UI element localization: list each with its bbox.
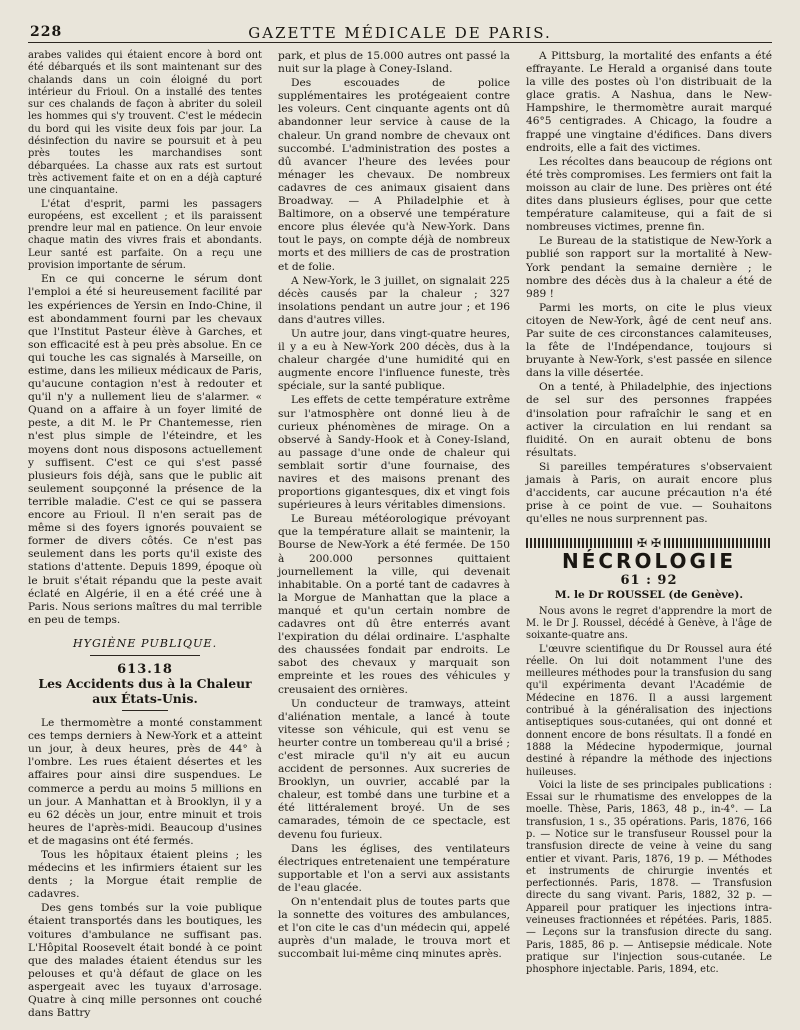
paragraph: A New-York, le 3 juillet, on signalait 225 décès causés par la chaleur ; 327 insolations pendant un autre jour ; et 196 dans d'autres villes. [278, 274, 510, 326]
paragraph: L'état d'esprit, parmi les passagers européens, est excellent ; et ils paraissent prendre leur mal en patience. On leur envoie chaque matin des vivres frais et abondants. Leur santé est parfaite. On a reçu une provision importante de sérum. [28, 198, 262, 272]
paragraph: Si pareilles températures s'observaient jamais à Paris, on aurait encore plus d'accidents, car aucune précaution n'a été prise à ce point de vue. — Souhaitons qu'elles ne nous surprennent pas. [526, 460, 772, 526]
paragraph: Un conducteur de tramways, atteint d'aliénation mentale, a lancé à toute vitesse son véhicule, qui est venu se heurter contre un tombereau qu'il a brisé ; c'est miracle qu'il n'y ait eu aucun accident de personnes. Aux sucreries de Brooklyn, un ouvrier, accablé par la chaleur, est tombé dans une turbine et a été littéralement broyé. Un de ses camarades, témoin de ce spectacle, est devenu fou furieux. [278, 697, 510, 841]
section-title-text: HYGIÈNE PUBLIQUE. [70, 637, 220, 650]
paragraph: Des gens tombés sur la voie publique étaient transportés dans les boutiques, les voitures d'ambulance ne suffisant pas. L'Hôpital Roosevelt était bondé à ce point que des malades étaient étendus sur les pelouses et qu'à défaut de glace on les aspergeait avec les tuyaux d'arrosage. Quatre à cinq mille personnes ont couché dans Battry [28, 902, 262, 1020]
paragraph: Dans les églises, des ventilateurs électriques entretenaient une température supportable et l'on a servi aux assistants de l'eau glacée. [278, 842, 510, 894]
paragraph: On a tenté, à Philadelphie, des injections de sel sur des personnes frappées d'insolation pour rafraîchir le sang et en activer la circulation en lui rendant sa fluidité. On en aurait obtenu de bons résultats. [526, 381, 772, 459]
paragraph: En ce qui concerne le sérum dont l'emploi a été si heureusement facilité par les expériences de Yersin en Indo-Chine, il est abondamment fourni par les chevaux que l'Institut Pasteur élève à Garches, et son efficacité est à peu près absolue. En ce qui touche les cas signalés à Marseille, on estime, dans les milieux médicaux de Paris, qu'aucune contagion n'est à redouter et qu'il n'y a nullement lieu de s'alarmer. « Quand on a affaire à un foyer limité de peste, a dit M. le Pr Chantemesse, rien n'est plus simple de l'éteindre, et les moyens dont nous disposons actuellement y suffisent. C'est ce qui s'est passé plusieurs fois déjà, sans que le public ait seulement soupçonné la présence de la terrible maladie. C'est ce qui se passera encore au Frioul. Il n'en serait pas de même si des foyers ignorés pouvaient se former de divers côtés. Ce n'est pas seulement dans les ports qu'il existe des stations d'attente. Depuis 1899, époque où le bruit s'était répandu que la peste avait éclaté en Algérie, il en a été créé une à Paris. Nous serions maîtres du mal terrible en peu de temps. [28, 273, 262, 626]
paragraph: Des escouades de police supplémentaires les protégeaient contre les voleurs. Cent cinquante agents ont dû abandonner leur service à cause de la chaleur. Un grand nombre de chevaux ont succombé. L'administration des postes a dû avancer l'heure des levées pour ménager les chevaux. De nombreux cadavres de ces animaux gisaient dans Broadway. — A Philadelphie et à Baltimore, on a observé une température encore plus élevée qu'à New-York. Dans tout le pays, on compte déjà de nombreux morts et des milliers de cas de prostration et de folie. [278, 77, 510, 273]
necrology-heading: NÉCROLOGIE [561, 549, 737, 574]
necrology-number: 61 : 92 [620, 573, 678, 589]
paragraph: A Pittsburg, la mortalité des enfants a été effrayante. Le Herald a organisé dans toute la ville des postes où l'on distribuait de la glace gratis. A Nashua, dans le New-Hampshire, le thermomètre aurait marqué 46°5 centigrades. A Chicago, la foudre a frappé une vingtaine d'édifices. Dans divers endroits, elle a fait des victimes. [526, 50, 772, 154]
cross-ornament-icon: ✠ [636, 535, 647, 550]
paragraph: Les récoltes dans beaucoup de régions ont été très compromises. Les fermiers ont fait la moisson au clair de lune. Des prières ont été dites dans plusieurs églises, pour que cette température calamiteuse, qui a fait de si nombreuses victimes, prenne fin. [526, 155, 772, 234]
paragraph: Tous les hôpitaux étaient pleins ; les médecins et les infirmiers étaient sur les dents ; la Morgue était remplie de cadavres. [28, 849, 262, 901]
paragraph: Un autre jour, dans vingt-quatre heures, il y a eu à New-York 200 décès, dus à la chaleur chargée d'une humidité qui en augmente encore l'influence funeste, très spéciale, sur la santé publique. [278, 327, 510, 393]
paragraph: Le thermomètre a monté constamment ces temps derniers à New-York et a atteint un jour, à deux heures, près de 44° à l'ombre. Les rues étaient désertes et les affaires pour ainsi dire suspendues. Le commerce a perdu au moins 5 millions en un jour. A Manhattan et à Brooklyn, il y a eu 62 décès un jour, entre minuit et trois heures de l'après-midi. Beaucoup d'usines et de magasins ont été fermés. [28, 717, 262, 847]
paragraph: Parmi les morts, on cite le plus vieux citoyen de New-York, âgé de cent neuf ans. Par suite de ces circonstances calamiteuses, la fête de l'Indépendance, toujours si bruyante à New-York, s'est passée en silence dans la ville désertée. [526, 301, 772, 380]
ornament-bar [526, 538, 634, 548]
section-title [28, 637, 262, 656]
paragraph: park, et plus de 15.000 autres ont passé la nuit sur la plage à Coney-Island. [278, 50, 510, 76]
page-number: 228 [30, 24, 63, 40]
paragraph: Le Bureau météorologique prévoyant que la température allait se maintenir, la Bourse de New-York a été fermée. De 150 à 200.000 personnes quittaient journellement la ville, qui devenait inhabitable. On a porté tant de cadavres à la Morgue de Manhattan que la place a manqué et qu'un certain nombre de cadavres ont dû être enterrés avant l'expiration du délai ordinaire. L'asphalte des chaussées fondait par endroits. Le sabot des chevaux y marquait son empreinte et les roues des véhicules y creusaient des ornières. [278, 513, 510, 696]
paragraph: On n'entendait plus de toutes parts que la sonnette des voitures des ambulances, et l'on cite le cas d'un médecin qui, appelé auprès d'un malade, le trouva mort et succombait lui-même cinq minutes après. [278, 896, 510, 961]
article-number: 613.18 [117, 661, 173, 677]
column-2 [278, 50, 510, 962]
ornament-bar [664, 538, 772, 548]
paragraph: Nous avons le regret d'apprendre la mort de M. le Dr J. Roussel, décédé à Genève, à l'âge de soixante-quatre ans. [526, 605, 772, 642]
column-1 [28, 50, 262, 1021]
necrology-subject: M. le Dr ROUSSEL (de Genève). [554, 588, 744, 601]
paragraph: Les effets de cette température extrême sur l'atmosphère ont donné lieu à de curieux phénomènes de mirage. On a observé à Sandy-Hook et à Coney-Island, au passage d'une onde de chaleur qui semblait sortir d'une fournaise, des navires et des maisons prenant des proportions gigantesques, dix et vingt fois supérieures à leurs véritables dimensions. [278, 394, 510, 512]
cross-ornament-icon: ✠ [651, 535, 662, 550]
column-3 [526, 50, 772, 978]
page-header [28, 22, 772, 43]
ornament-divider [526, 536, 772, 549]
paragraph: Voici la liste de ses principales publications : Essai sur le rhumatisme des enveloppes de la moelle. Thèse, Paris, 1863, 48 p., in-4°. — La transfusion, 1 s., 35 opérations. Paris, 1876, 166 p. — Notice sur le transfuseur Roussel pour la transfusion directe de veine à veine du sang entier et vivant. Paris, 1876, 19 p. — Méthodes et instruments de chirurgie inventés et perfectionnés. Paris, 1878. — Transfusion directe du sang vivant. Paris, 1882, 32 p. — Appareil pour pratiquer les injections intra-veineuses fractionnées et répétées. Paris, 1885. — Leçons sur la transfusion directe du sang. Paris, 1885, 86 p. — Antisepsie médicale. Note pratique sur l'injection sous-cutanée. Le phosphore injectable. Paris, 1894, etc. [526, 779, 772, 976]
paragraph: L'œuvre scientifique du Dr Roussel aura été réelle. On lui doit notamment l'une des meilleures méthodes pour la transfusion du sang qu'il expérimenta devant l'Académie de Médecine en 1876. Il a aussi largement contribué à la généralisation des injections antiseptiques sous-cutanées, qui ont donné et donnent encore de bons résultats. Il a fondé en 1888 la Médecine hypodermique, journal destiné à répandre la méthode des injections huileuses. [526, 643, 772, 778]
journal-title: GAZETTE MÉDICALE DE PARIS. [248, 24, 552, 42]
paragraph: Le Bureau de la statistique de New-York a publié son rapport sur la mortalité à New-York pendant la semaine dernière ; le nombre des décès dus à la chaleur a été de 989 ! [526, 235, 772, 300]
paragraph: arabes valides qui étaient encore à bord ont été débarqués et ils sont maintenant sur des chalands dans un coin éloigné du port intérieur du Frioul. On a installé des tentes sur ces chalands de façon à abriter du soleil les hommes qui s'y trouvent. C'est le médecin du bord qui les visite deux fois par jour. La désinfection du navire se poursuit et à peu près toutes les marchandises sont débarquées. La chasse aux rats est surtout très activement faite et on en a déjà capturé une cinquantaine. [28, 50, 262, 197]
article-title: Les Accidents dus à la Chaleur aux États-Unis. [28, 677, 262, 711]
